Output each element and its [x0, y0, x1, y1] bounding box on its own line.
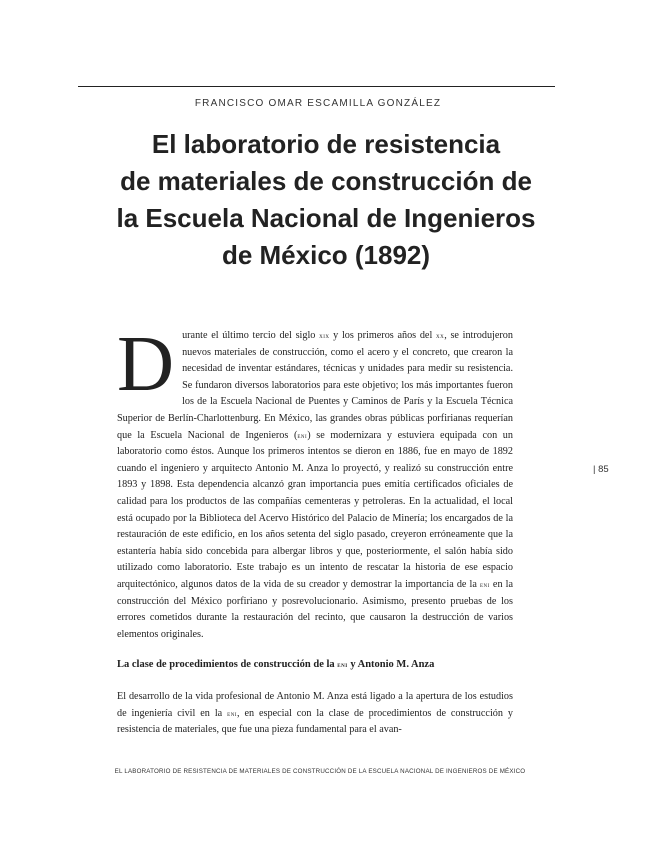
intro-text: en la construcción del México porfiriano y posrevolucionario. Asimismo, presento pruebas de los errores cometidos durante la restauración del recinto, que causaron la destrucción de varios elementos originales.: [117, 578, 513, 640]
acronym: eni: [337, 660, 348, 669]
title-line: la Escuela Nacional de Ingenieros: [116, 203, 536, 233]
intro-text: y los primeros años del: [329, 330, 436, 341]
intro-text: urante el último tercio del siglo: [182, 330, 320, 341]
running-footer: EL LABORATORIO DE RESISTENCIA DE MATERIALES DE CONSTRUCCIÓN DE LA ESCUELA NACIONAL DE INGENIEROS DE MÉXICO: [114, 768, 526, 775]
heading-text: La clase de procedimientos de construcción de la: [117, 659, 338, 670]
section-heading: [117, 659, 513, 670]
acronym: eni: [479, 579, 490, 589]
section-paragraph: [117, 689, 513, 739]
intro-text: , se introdujeron nuevos materiales de construcción, como el acero y el concreto, que crearon la necesidad de inventar estándares, técnicas y unidades para medir su resistencia. Se fundaron diversos laboratorios para este objetivo; los más importantes fueron los de la Escuela Nacional de Puentes y Caminos de París y la Escuela Técnica Superior de Berlín-Charlottenburg. En México, las grandes obras públicas porfirianas requerían que la Escuela Nacional de Ingenieros (: [117, 330, 513, 441]
page-number: | 85: [593, 464, 609, 475]
heading-text: y Antonio M. Anza: [347, 659, 435, 670]
acronym: eni: [297, 430, 308, 440]
article-title: [96, 126, 556, 274]
century-numeral: xix: [319, 331, 330, 340]
title-line: de materiales de construcción de: [120, 166, 532, 196]
century-numeral: xx: [435, 331, 445, 340]
intro-text: ) se modernizara y estuviera equipada con un laboratorio como éstos. Aunque los primeros intentos se dieron en 1886, fue en mayo de 1892 cuando el ingeniero y arquitecto Antonio M. Anza lo proyectó, y realizó su construcción entre 1893 y 1898. Esta dependencia alcanzó gran importancia pues emitía certificados oficiales de calidad para los productos de las compañías cementeras y petroleras. En la actualidad, el local está ocupado por la Biblioteca del Acervo Histórico del Palacio de Minería; los encargados de la restauración de este edificio, en los años setenta del siglo pasado, creyeron erróneamente que la estantería había sido concebida para albergar libros y que, posteriormente, el salón había sido utilizado como laboratorio. Este trabajo es un intento de rescatar la historia de ese espacio arquitectónico, algunos datos de la vida de su creador y demostrar la importancia de la: [117, 429, 513, 590]
section-text: El desarrollo de la vida profesional de Antonio M. Anza está ligado a la apertura de los estudios de ingeniería civil en la: [117, 691, 513, 719]
title-line: El laboratorio de resistencia: [151, 129, 501, 159]
acronym: eni: [227, 708, 237, 718]
intro-paragraph: [117, 321, 513, 643]
section-text: , en especial con la clase de procedimientos de construcción y resistencia de materiales, que fue una pieza fundamental para el avan-: [117, 707, 513, 736]
author-name: FRANCISCO OMAR ESCAMILLA GONZÁLEZ: [194, 98, 442, 109]
header-rule: [78, 86, 555, 87]
drop-cap: D: [117, 321, 175, 408]
title-line: de México (1892): [221, 240, 431, 270]
